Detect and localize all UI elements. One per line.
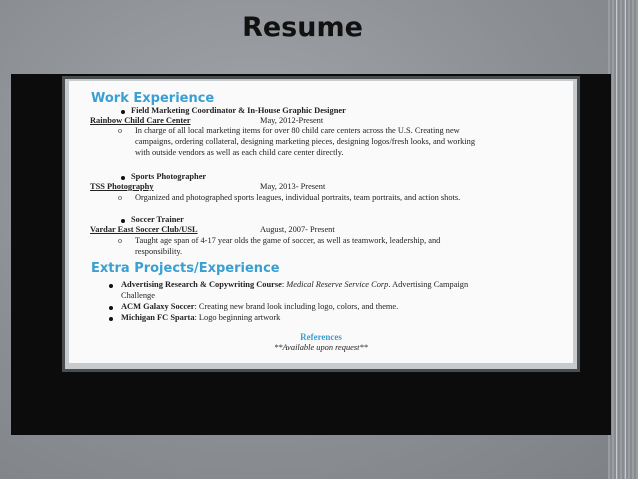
sub-bullet: o [118, 126, 122, 135]
job-dates: May, 2013- Present [260, 182, 326, 191]
bullet-dot [109, 284, 113, 288]
extra-item-continuation: Challenge [121, 291, 155, 300]
extra-item-text: : Creating new brand look including logo, colors, and theme. [194, 302, 399, 311]
extra-item-title: ACM Galaxy Soccer [121, 302, 195, 311]
job-description-line: with outside vendors as well as each child care center directly. [135, 148, 344, 157]
job-dates: May, 2012-Present [260, 116, 324, 125]
job-description-line: campaigns, ordering collateral, designing marketing pieces, designing logos/fresh looks, and working [135, 137, 476, 146]
job-description-line: responsibility. [135, 247, 183, 256]
job-employer: Vardar East Soccer Club/USL [90, 225, 198, 234]
job-employer: Rainbow Child Care Center [90, 116, 191, 125]
bullet-dot [109, 306, 113, 310]
bullet-dot [121, 110, 125, 114]
job-description-line: Organized and photographed sports leagues, individual portraits, team portraits, and action shots. [135, 193, 461, 202]
bullet-dot [121, 219, 125, 223]
extra-item-title: Michigan FC Sparta [121, 313, 195, 322]
extra-projects-heading: Extra Projects/Experience [91, 261, 280, 276]
job-dates: August, 2007- Present [260, 225, 335, 234]
resume-page [69, 81, 573, 363]
sub-bullet: o [118, 193, 122, 202]
extra-item-title: Advertising Research & Copywriting Course [121, 280, 282, 289]
job-employer: TSS Photography [90, 182, 154, 191]
slide-right-edge-decoration [608, 0, 638, 479]
job-role: Soccer Trainer [131, 215, 184, 224]
extra-item: Advertising Research & Copywriting Course: Medical Reserve Service Corp. Advertising Campaign [121, 280, 469, 289]
bullet-dot [121, 176, 125, 180]
job-role: Sports Photographer [131, 172, 207, 181]
extra-item-text: : Logo beginning artwork [194, 313, 281, 322]
job-description-line: Taught age span of 4-17 year olds the game of soccer, as well as teamwork, leadership, and [135, 236, 441, 245]
extra-item [121, 302, 398, 313]
job-role: Field Marketing Coordinator & In-House Graphic Designer [131, 106, 346, 115]
extra-item-org: Medical Reserve Service Corp [286, 280, 389, 289]
sub-bullet: o [118, 236, 122, 245]
references-note: **Available upon request** [274, 343, 368, 352]
work-experience-heading: Work Experience [91, 91, 215, 106]
job-description-line: In charge of all local marketing items for over 80 child care centers across the U.S. Creating new [135, 126, 460, 135]
slide-title: Resume [242, 12, 363, 43]
extra-item [121, 313, 280, 324]
resume-document [62, 76, 580, 372]
references-heading: References [300, 332, 342, 342]
extra-item-text: . Advertising Campaign [388, 280, 469, 289]
bullet-dot [109, 317, 113, 321]
